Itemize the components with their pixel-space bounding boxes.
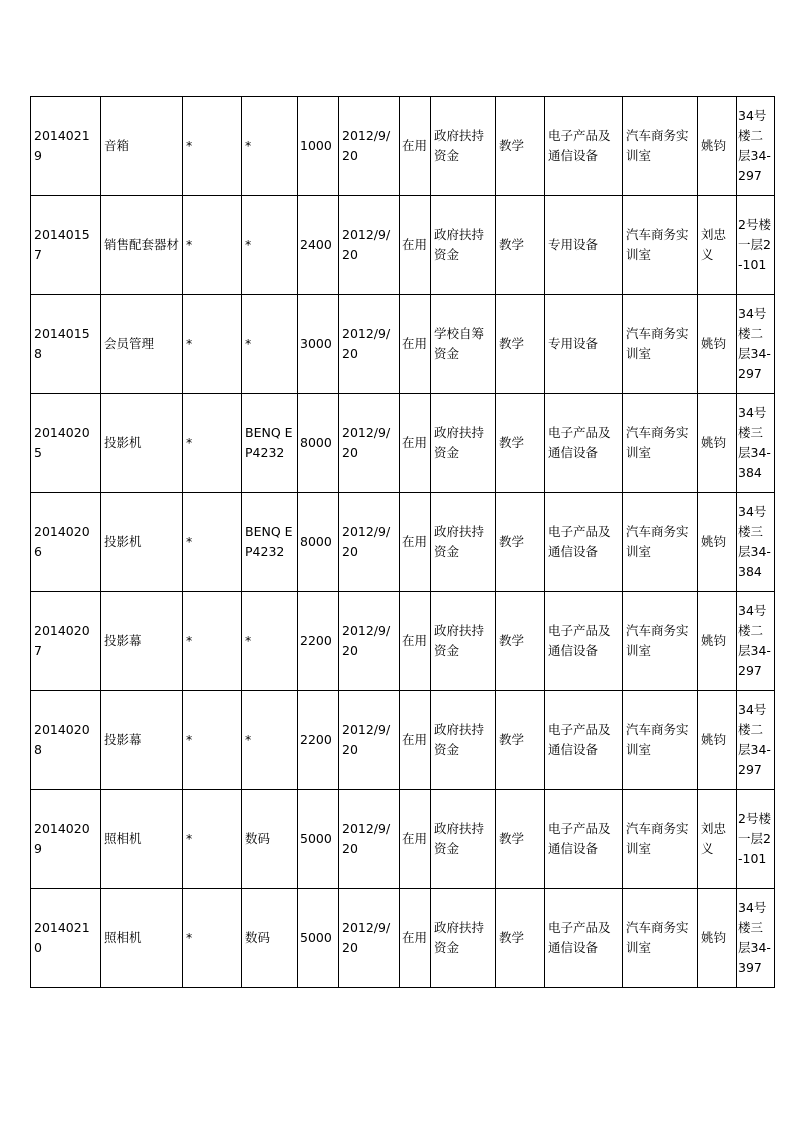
table-row (31, 790, 775, 889)
price-cell: 8000 (298, 394, 339, 493)
usage-cell: 教学 (496, 493, 545, 592)
category-cell: 电子产品及通信设备 (545, 592, 623, 691)
table-row (31, 295, 775, 394)
department-cell: 汽车商务实训室 (623, 97, 698, 196)
price-cell: 1000 (298, 97, 339, 196)
status-cell: 在用 (400, 97, 431, 196)
department-cell: 汽车商务实训室 (623, 790, 698, 889)
category-cell: 专用设备 (545, 295, 623, 394)
table-row (31, 196, 775, 295)
keeper-cell: 刘忠义 (698, 790, 737, 889)
asset-id-cell: 20140219 (31, 97, 101, 196)
price-cell: 8000 (298, 493, 339, 592)
status-cell: 在用 (400, 295, 431, 394)
brand-cell: * (183, 493, 242, 592)
model-cell: * (242, 97, 298, 196)
location-cell: 2号楼一层2-101 (737, 196, 775, 295)
date-cell: 2012/9/20 (339, 196, 400, 295)
funding-cell: 政府扶持资金 (431, 790, 496, 889)
asset-id-cell: 20140208 (31, 691, 101, 790)
usage-cell: 教学 (496, 196, 545, 295)
model-cell: * (242, 691, 298, 790)
keeper-cell: 姚钧 (698, 394, 737, 493)
funding-cell: 政府扶持资金 (431, 394, 496, 493)
asset-name-cell: 照相机 (101, 889, 183, 988)
date-cell: 2012/9/20 (339, 790, 400, 889)
location-cell: 34号楼三层34-384 (737, 394, 775, 493)
status-cell: 在用 (400, 691, 431, 790)
brand-cell: * (183, 889, 242, 988)
status-cell: 在用 (400, 394, 431, 493)
keeper-cell: 刘忠义 (698, 196, 737, 295)
status-cell: 在用 (400, 790, 431, 889)
price-cell: 2200 (298, 592, 339, 691)
date-cell: 2012/9/20 (339, 493, 400, 592)
table-row (31, 691, 775, 790)
date-cell: 2012/9/20 (339, 691, 400, 790)
brand-cell: * (183, 295, 242, 394)
asset-table-body (31, 97, 775, 988)
model-cell: BENQ EP4232 (242, 493, 298, 592)
category-cell: 电子产品及通信设备 (545, 97, 623, 196)
table-row (31, 493, 775, 592)
location-cell: 34号楼二层34-297 (737, 295, 775, 394)
funding-cell: 政府扶持资金 (431, 889, 496, 988)
keeper-cell: 姚钧 (698, 97, 737, 196)
keeper-cell: 姚钧 (698, 295, 737, 394)
price-cell: 2400 (298, 196, 339, 295)
price-cell: 5000 (298, 889, 339, 988)
price-cell: 3000 (298, 295, 339, 394)
funding-cell: 学校自筹资金 (431, 295, 496, 394)
status-cell: 在用 (400, 889, 431, 988)
asset-table (30, 96, 775, 988)
model-cell: * (242, 196, 298, 295)
price-cell: 2200 (298, 691, 339, 790)
funding-cell: 政府扶持资金 (431, 691, 496, 790)
asset-id-cell: 20140210 (31, 889, 101, 988)
usage-cell: 教学 (496, 790, 545, 889)
asset-name-cell: 投影幕 (101, 592, 183, 691)
model-cell: * (242, 295, 298, 394)
asset-id-cell: 20140207 (31, 592, 101, 691)
brand-cell: * (183, 790, 242, 889)
asset-id-cell: 20140158 (31, 295, 101, 394)
asset-id-cell: 20140209 (31, 790, 101, 889)
date-cell: 2012/9/20 (339, 97, 400, 196)
asset-name-cell: 照相机 (101, 790, 183, 889)
usage-cell: 教学 (496, 691, 545, 790)
location-cell: 34号楼三层34-397 (737, 889, 775, 988)
category-cell: 专用设备 (545, 196, 623, 295)
department-cell: 汽车商务实训室 (623, 295, 698, 394)
usage-cell: 教学 (496, 97, 545, 196)
asset-name-cell: 会员管理 (101, 295, 183, 394)
asset-id-cell: 20140205 (31, 394, 101, 493)
asset-name-cell: 投影机 (101, 394, 183, 493)
location-cell: 34号楼二层34-297 (737, 691, 775, 790)
category-cell: 电子产品及通信设备 (545, 394, 623, 493)
status-cell: 在用 (400, 196, 431, 295)
date-cell: 2012/9/20 (339, 295, 400, 394)
location-cell: 34号楼二层34-297 (737, 97, 775, 196)
department-cell: 汽车商务实训室 (623, 394, 698, 493)
price-cell: 5000 (298, 790, 339, 889)
table-row (31, 592, 775, 691)
department-cell: 汽车商务实训室 (623, 691, 698, 790)
usage-cell: 教学 (496, 889, 545, 988)
department-cell: 汽车商务实训室 (623, 196, 698, 295)
category-cell: 电子产品及通信设备 (545, 691, 623, 790)
funding-cell: 政府扶持资金 (431, 196, 496, 295)
funding-cell: 政府扶持资金 (431, 97, 496, 196)
model-cell: 数码 (242, 889, 298, 988)
status-cell: 在用 (400, 493, 431, 592)
funding-cell: 政府扶持资金 (431, 493, 496, 592)
category-cell: 电子产品及通信设备 (545, 790, 623, 889)
asset-id-cell: 20140157 (31, 196, 101, 295)
asset-name-cell: 投影机 (101, 493, 183, 592)
brand-cell: * (183, 196, 242, 295)
brand-cell: * (183, 394, 242, 493)
brand-cell: * (183, 97, 242, 196)
funding-cell: 政府扶持资金 (431, 592, 496, 691)
asset-id-cell: 20140206 (31, 493, 101, 592)
location-cell: 2号楼一层2-101 (737, 790, 775, 889)
keeper-cell: 姚钧 (698, 691, 737, 790)
usage-cell: 教学 (496, 592, 545, 691)
asset-name-cell: 投影幕 (101, 691, 183, 790)
status-cell: 在用 (400, 592, 431, 691)
date-cell: 2012/9/20 (339, 394, 400, 493)
department-cell: 汽车商务实训室 (623, 592, 698, 691)
table-row (31, 889, 775, 988)
date-cell: 2012/9/20 (339, 889, 400, 988)
keeper-cell: 姚钧 (698, 493, 737, 592)
brand-cell: * (183, 691, 242, 790)
table-row (31, 97, 775, 196)
department-cell: 汽车商务实训室 (623, 493, 698, 592)
model-cell: BENQ EP4232 (242, 394, 298, 493)
model-cell: 数码 (242, 790, 298, 889)
model-cell: * (242, 592, 298, 691)
category-cell: 电子产品及通信设备 (545, 889, 623, 988)
asset-name-cell: 音箱 (101, 97, 183, 196)
keeper-cell: 姚钧 (698, 592, 737, 691)
date-cell: 2012/9/20 (339, 592, 400, 691)
location-cell: 34号楼二层34-297 (737, 592, 775, 691)
usage-cell: 教学 (496, 295, 545, 394)
table-row (31, 394, 775, 493)
brand-cell: * (183, 592, 242, 691)
category-cell: 电子产品及通信设备 (545, 493, 623, 592)
keeper-cell: 姚钧 (698, 889, 737, 988)
usage-cell: 教学 (496, 394, 545, 493)
location-cell: 34号楼三层34-384 (737, 493, 775, 592)
department-cell: 汽车商务实训室 (623, 889, 698, 988)
asset-name-cell: 销售配套器材 (101, 196, 183, 295)
